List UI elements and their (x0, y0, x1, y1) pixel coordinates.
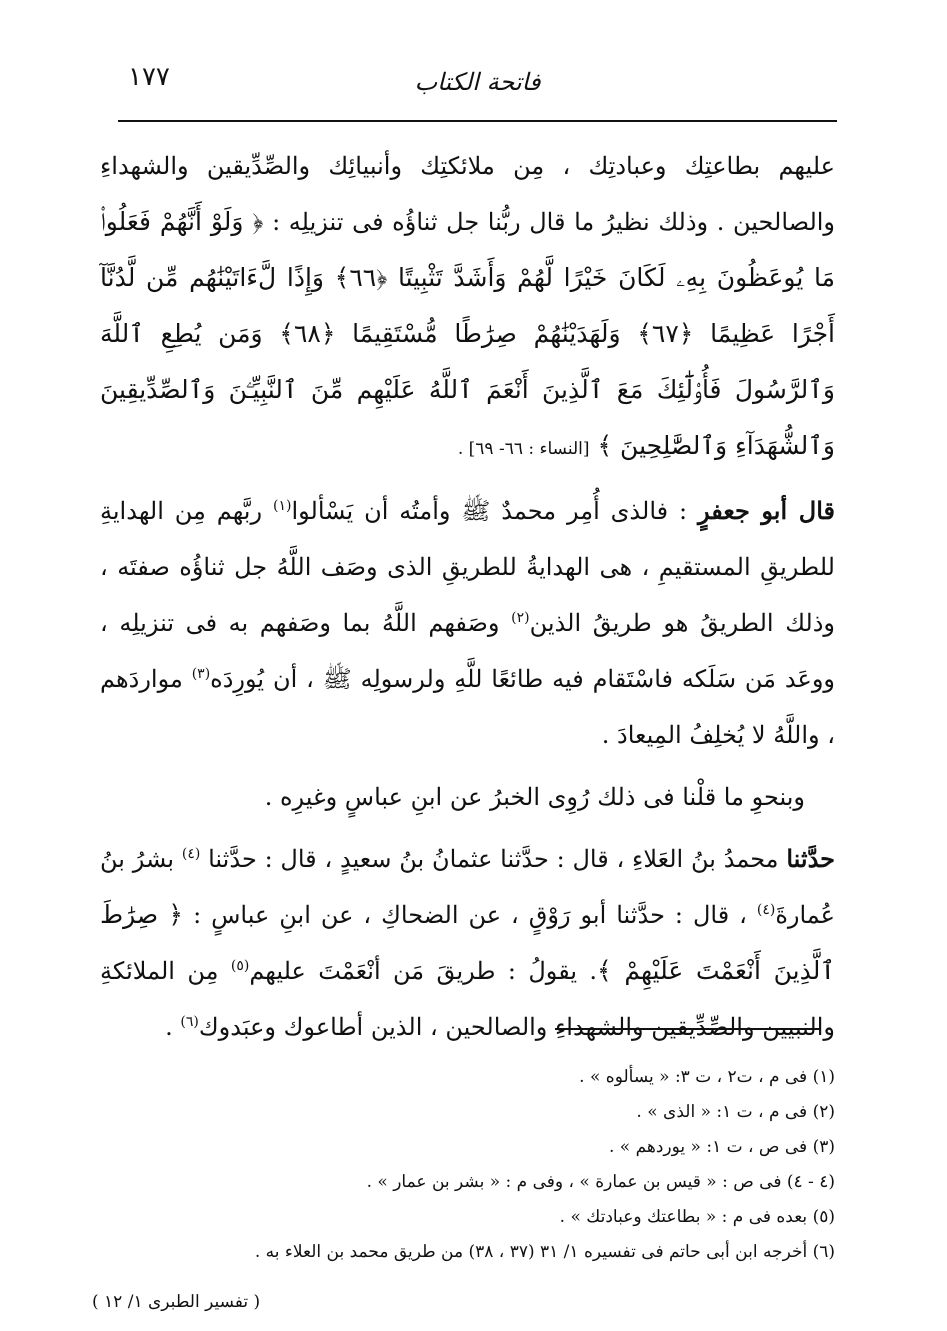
footnote: (١) فى م ، ت٢ ، ت ٣: « يسألوه » . (579, 1067, 835, 1087)
main-text (100, 138, 835, 1061)
paragraph (100, 831, 835, 1055)
volume-signature: ( تفسير الطبرى ١/ ١٢ ) (92, 1292, 261, 1312)
running-head: فاتحة الكتاب (414, 68, 541, 96)
paragraph (100, 483, 835, 763)
text-segment: : فالذى أُمِر محمدٌ ﷺ وأمتُه أن يَسْألوا (291, 497, 698, 525)
text-segment: مواردَهم ، واللَّهُ لا يُخلِفُ المِيعادَ . (100, 665, 835, 749)
text-segment: وبنحوِ ما قلْنا فى ذلك رُوِى الخبرُ عن ابنِ عباسٍ وغيرِه . (264, 783, 805, 811)
footnotes (150, 1060, 835, 1270)
footnote: (٦) أخرجه ابن أبى حاتم فى تفسيره ١/ ٣١ (٣٧ ، ٣٨) من طريق محمد بن العلاء به . (254, 1242, 835, 1262)
footnote-marker: (٤) (756, 902, 776, 918)
text-segment: ربَّهم مِن الهدايةِ للطريقِ المستقيمِ ، هى الهدايةُ للطريقِ الذى وصَف اللَّهُ جل ثناؤُه صفتَه ، وذلك الطريقُ هو طريقُ الذين (100, 497, 836, 637)
footnote-marker: (٢) (511, 610, 530, 626)
footnote: (٣) فى ص ، ت ١: « يوردهم » . (608, 1137, 835, 1157)
text-segment: ، قال : حدَّثنا أبو رَوْقٍ ، عن الضحاكِ ، عن ابنِ عباسٍ : (183, 901, 757, 929)
page-number: ١٧٧ (128, 62, 170, 92)
text-segment: بشرُ بنُ عُمارةَ (100, 845, 835, 929)
paragraph (100, 138, 835, 477)
footnotes-rule (555, 1028, 821, 1030)
verse-reference: [النساء : ٦٦- ٦٩] . (457, 439, 590, 459)
footnote: (٥) بعده فى م : « بطاعتك وعبادتك » . (559, 1207, 835, 1227)
text-segment: . يقولُ : طريقَ مَن أنْعَمْتَ عليهم (249, 957, 598, 985)
paragraph (100, 769, 835, 825)
header-rule (118, 120, 837, 122)
text-segment: محمدُ بنُ العَلاءِ ، قال : حدَّثنا عثمانُ بنُ سعيدٍ ، قال : حدَّثنا (200, 845, 787, 873)
footnote-marker: (٥) (230, 958, 250, 974)
text-segment: وصَفهم اللَّهُ بما وصَفهم به فى تنزيلِه ، ووعَد مَن سَلَكه فاسْتَقام فيه طائعًا للَّهِ ولرسولِه ﷺ ، أن يُورِدَه (100, 609, 835, 693)
footnote: (٢) فى م ، ت ١: « الذى » . (636, 1102, 835, 1122)
footnote-marker: (١) (272, 498, 292, 514)
speaker-lead: حدَّثنا (786, 844, 835, 873)
footnote-marker: (٤) (181, 846, 201, 862)
quran-quote: ﴿ صِرَٰطَ ٱلَّذِينَ أَنْعَمْتَ عَلَيْهِمْ ﴾ (100, 900, 836, 985)
footnote-marker: (٣) (191, 666, 211, 682)
page-header (118, 60, 837, 110)
footnote-marker: (٦) (180, 1014, 199, 1030)
speaker-lead: قال أبو جعفرٍ (698, 496, 835, 525)
text-segment: . (165, 1013, 181, 1041)
text-segment: عليهم بطاعتِك وعبادتِك ، مِن ملائكتِك وأنبيائِك والصِّدِّيقين والشهداءِ والصالحين . وذلك نظيرُ ما قال ربُّنا جل ثناؤُه فى تنزيلِه : (100, 152, 836, 236)
quran-quote: ﴿ وَلَوْ أَنَّهُمْ فَعَلُوا۟ مَا يُوعَظُونَ بِهِۦ لَكَانَ خَيْرًا لَّهُمْ وَأَشَدَّ تَثْبِيتًا ﴿٦٦﴾ وَإِذًا لَّءَاتَيْنَٰهُم مِّن لَّدُنَّآ أَجْرًا عَظِيمًا ﴿٦٧﴾ وَلَهَدَيْنَٰهُمْ صِرَٰطًا مُّسْتَقِيمًا ﴿٦٨﴾ وَمَن يُطِعِ ٱللَّهَ وَٱلرَّسُولَ فَأُو۟لَٰٓئِكَ مَعَ ٱلَّذِينَ أَنْعَمَ ٱللَّهُ عَلَيْهِم مِّنَ ٱلنَّبِيِّـۧنَ وَٱلصِّدِّيقِينَ وَٱلشُّهَدَآءِ وَٱلصَّٰلِحِينَ ﴾ (100, 207, 835, 460)
footnote: (٤ - ٤) فى ص : « قيس بن عمارة » ، وفى م : « بشر بن عمار » . (366, 1172, 835, 1192)
text-segment: مِن الملائكةِ والنبيين والصِّدِّيقين والشهداءِ والصالحين ، الذين أطاعوك وعبَدوك (100, 957, 835, 1041)
